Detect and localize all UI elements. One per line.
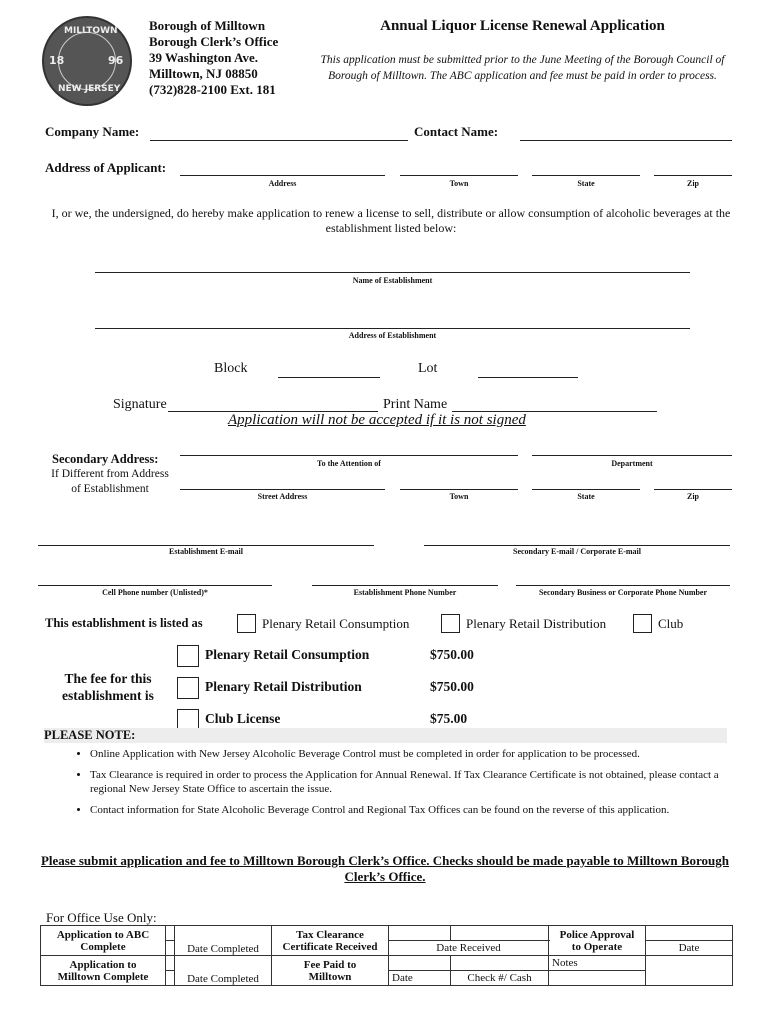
please-note-heading: PLEASE NOTE: <box>44 728 727 743</box>
applicant-town-field[interactable] <box>400 175 518 176</box>
establishment-phone-caption: Establishment Phone Number <box>353 588 457 597</box>
fee-paid-line-1: Fee Paid to <box>303 958 357 971</box>
establishment-email-caption: Establishment E-mail <box>168 547 243 556</box>
secondary-email-field[interactable] <box>424 545 730 546</box>
signature-warning: Application will not be accepted if it is not signed <box>228 412 526 428</box>
abc-complete-cell <box>41 926 166 956</box>
attention-field[interactable] <box>180 455 518 456</box>
address-of-applicant-label: Address of Applicant: <box>45 160 167 175</box>
fee-paid-date[interactable]: Date <box>389 971 451 986</box>
secondary-state-field[interactable] <box>532 489 640 490</box>
fee-distribution-amount: $750.00 <box>430 679 474 694</box>
fee-paid-check-cash[interactable]: Check #/ Cash <box>451 971 549 986</box>
secondary-zip-field[interactable] <box>654 489 732 490</box>
office-line-1: Borough of Milltown <box>149 18 266 33</box>
company-name-field[interactable] <box>150 140 408 141</box>
police-line-2: to Operate <box>571 940 623 953</box>
state-caption: State <box>577 179 595 188</box>
milltown-line-2: Milltown Complete <box>57 970 149 983</box>
notes-list <box>70 747 730 824</box>
office-line-3: 39 Washington Ave. <box>149 50 258 65</box>
secondary-zip-caption: Zip <box>686 492 699 501</box>
fee-distribution-checkbox[interactable] <box>177 677 199 699</box>
establishment-name-caption: Name of Establishment <box>352 276 433 285</box>
print-name-label: Print Name <box>383 397 448 412</box>
listed-distribution-label: Plenary Retail Distribution <box>466 616 607 631</box>
note-item: • Contact information for State Alcoholic Beverage Control and Regional Tax Offices can be found on the reverse of this application. <box>90 803 730 817</box>
fee-consumption-amount: $750.00 <box>430 647 474 662</box>
applicant-address-field[interactable] <box>180 175 385 176</box>
establishment-phone-field[interactable] <box>312 585 498 586</box>
company-name-label: Company Name: <box>45 124 140 139</box>
listed-consumption-checkbox[interactable] <box>237 614 256 633</box>
lot-label: Lot <box>418 361 438 376</box>
secondary-phone-field[interactable] <box>516 585 730 586</box>
seal-bottom-text: NEW JERSEY <box>58 84 121 94</box>
milltown-line-1: Application to <box>69 958 137 971</box>
block-label: Block <box>214 361 248 376</box>
secondary-town-caption: Town <box>449 492 469 501</box>
office-line-4: Milltown, NJ 08850 <box>149 66 258 81</box>
applicant-state-field[interactable] <box>532 175 640 176</box>
seal-year-left: 18 <box>49 54 65 67</box>
establishment-address-field[interactable] <box>95 328 690 329</box>
office-line-2: Borough Clerk’s Office <box>149 34 279 49</box>
fee-consumption-name: Plenary Retail Consumption <box>205 647 370 662</box>
fee-consumption-checkbox[interactable] <box>177 645 199 667</box>
seal-top-text: MILLTOWN <box>64 26 118 36</box>
lot-field[interactable] <box>478 377 578 378</box>
fee-label-line-2: establishment is <box>62 688 154 703</box>
fee-club-name: Club License <box>205 711 281 726</box>
address-caption: Address <box>268 179 297 188</box>
department-caption: Department <box>611 459 653 468</box>
fee-label <box>48 670 168 704</box>
secondary-state-caption: State <box>577 492 595 501</box>
listed-club-label: Club <box>658 616 684 631</box>
submit-instructions: Please submit application and fee to Milltown Borough Clerk’s Office. Checks should be made payable to Milltown Borough Clerk’s Office. <box>40 853 730 884</box>
milltown-date-completed[interactable]: Date Completed <box>175 956 272 986</box>
street-address-caption: Street Address <box>257 492 308 501</box>
secondary-address-note <box>46 467 174 497</box>
establishment-email-field[interactable] <box>38 545 374 546</box>
abc-date-completed[interactable]: Date Completed <box>175 926 272 956</box>
declaration-text: I, or we, the undersigned, do hereby make application to renew a license to sell, distribute or allow consumption of alcoholic beverages at the establishment listed below: <box>51 206 731 235</box>
listed-distribution-checkbox[interactable] <box>441 614 460 633</box>
page-subtitle: This application must be submitted prior to the June Meeting of the Borough Council of Borough of Milltown. The ABC application and fee must be paid in order to process. <box>320 54 725 82</box>
zip-caption: Zip <box>686 179 699 188</box>
fee-distribution-name: Plenary Retail Distribution <box>205 679 362 694</box>
police-line-1: Police Approval <box>559 928 635 941</box>
listed-club-checkbox[interactable] <box>633 614 652 633</box>
contact-name-field[interactable] <box>520 140 732 141</box>
borough-seal <box>42 16 132 106</box>
department-field[interactable] <box>532 455 732 456</box>
tax-line-2: Certificate Received <box>282 940 378 953</box>
note-item: • Tax Clearance is required in order to process the Application for Annual Renewal. If Tax Clearance Certificate is not obtained, please contact a regional New Jersey State Office to ascertain the issue. <box>90 768 730 796</box>
applicant-zip-field[interactable] <box>654 175 732 176</box>
police-date[interactable]: Date <box>646 941 733 956</box>
note-item: • Online Application with New Jersey Alcoholic Beverage Control must be completed in order for application to be processed. <box>90 747 730 761</box>
secondary-note-line-1: If Different from Address <box>51 468 169 480</box>
contact-name-label: Contact Name: <box>414 124 499 139</box>
tax-line-1: Tax Clearance <box>296 928 364 941</box>
fee-paid-cell <box>272 956 389 986</box>
block-field[interactable] <box>278 377 380 378</box>
secondary-note-line-2: of Establishment <box>71 483 149 495</box>
seal-year-right: 96 <box>108 54 124 67</box>
secondary-address-label: Secondary Address: <box>52 452 159 466</box>
attention-caption: To the Attention of <box>317 459 381 468</box>
office-line-5: (732)828-2100 Ext. 181 <box>149 82 276 97</box>
town-caption: Town <box>449 179 469 188</box>
office-address-block <box>149 18 278 98</box>
police-notes[interactable]: Notes <box>549 956 646 971</box>
secondary-street-field[interactable] <box>180 489 385 490</box>
fee-label-line-1: The fee for this <box>64 671 152 686</box>
abc-line-2: Complete <box>80 940 126 953</box>
establishment-address-caption: Address of Establishment <box>348 331 437 340</box>
listed-as-label: This establishment is listed as <box>45 616 203 630</box>
establishment-name-field[interactable] <box>95 272 690 273</box>
office-use-label: For Office Use Only: <box>46 910 157 925</box>
secondary-email-caption: Secondary E-mail / Corporate E-mail <box>513 547 641 556</box>
listed-consumption-label: Plenary Retail Consumption <box>262 616 410 631</box>
police-approval-cell <box>549 926 646 956</box>
fee-paid-line-2: Milltown <box>308 970 352 983</box>
fee-club-amount: $75.00 <box>430 711 468 726</box>
tax-clearance-cell <box>272 926 389 956</box>
office-use-table <box>40 925 733 986</box>
signature-label: Signature <box>113 397 167 412</box>
abc-line-1: Application to ABC <box>56 928 150 941</box>
secondary-phone-caption: Secondary Business or Corporate Phone Number <box>538 588 708 597</box>
cell-phone-caption: Cell Phone number (Unlisted)* <box>102 588 208 597</box>
page-title: Annual Liquor License Renewal Application <box>380 18 665 34</box>
secondary-town-field[interactable] <box>400 489 518 490</box>
cell-phone-field[interactable] <box>38 585 272 586</box>
milltown-complete-cell <box>41 956 166 986</box>
tax-date-received[interactable]: Date Received <box>389 941 549 956</box>
